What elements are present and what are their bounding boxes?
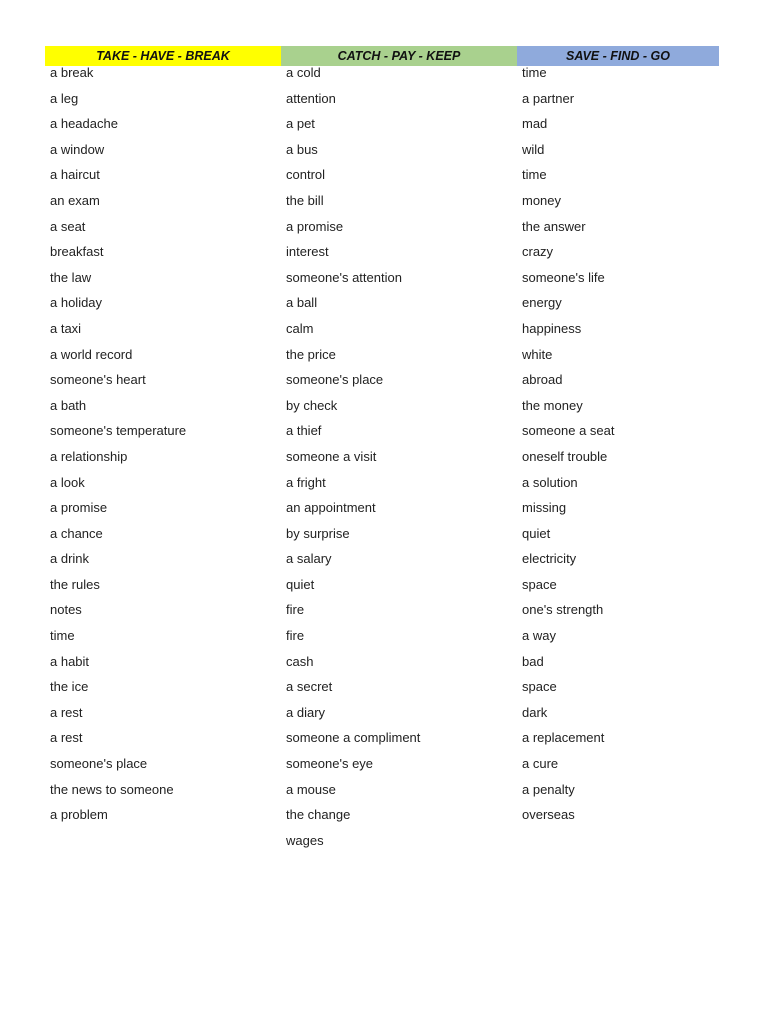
header-save-find-go: SAVE - FIND - GO	[517, 46, 719, 66]
list-item: time	[522, 65, 547, 80]
list-item: wages	[286, 832, 324, 848]
list-item: a solution	[522, 474, 578, 490]
list-item: a partner	[522, 90, 575, 106]
list-item: a fright	[286, 474, 326, 490]
list-item: a cure	[522, 756, 559, 772]
list-item: someone a seat	[522, 423, 615, 439]
list-item: a penalty	[522, 781, 575, 797]
list-item: energy	[522, 295, 562, 311]
list-item: notes	[50, 602, 82, 618]
list-item: a leg	[50, 90, 79, 106]
list-item: a diary	[286, 704, 326, 720]
list-item: a promise	[286, 218, 344, 234]
list-item: a look	[50, 474, 85, 490]
list-item: fire	[286, 602, 305, 618]
list-item: money	[522, 192, 562, 208]
list-item: cash	[286, 653, 314, 669]
list-item: a mouse	[286, 781, 336, 797]
list-item: quiet	[522, 525, 551, 541]
list-item: the bill	[286, 192, 324, 208]
list-item: someone's attention	[286, 269, 402, 285]
list-item: a chance	[50, 525, 103, 541]
list-item: electricity	[522, 551, 577, 567]
list-item: space	[522, 679, 557, 695]
list-item: missing	[522, 500, 567, 516]
list-item: a way	[522, 628, 556, 644]
header-row	[45, 46, 719, 66]
list-item: a bath	[50, 397, 87, 413]
list-item: space	[522, 576, 557, 592]
list-item: someone's place	[50, 756, 148, 772]
list-item: a salary	[286, 551, 332, 567]
list-item: white	[522, 346, 553, 362]
list-item: by check	[286, 397, 338, 413]
column-save-find-go	[517, 66, 719, 857]
list-item: a replacement	[522, 730, 605, 746]
list-item: mad	[522, 116, 548, 132]
list-item: a habit	[50, 653, 90, 669]
list-item: by surprise	[286, 525, 350, 541]
list-item: happiness	[522, 320, 582, 336]
list-item: a promise	[50, 500, 108, 516]
list-item: someone's place	[286, 372, 384, 388]
list-item: the law	[50, 269, 92, 285]
collocation-sheet	[45, 46, 719, 857]
list-item: time	[522, 167, 547, 183]
list-item: a rest	[50, 704, 83, 720]
list-item: a rest	[50, 730, 83, 746]
list-item: someone's eye	[286, 756, 374, 772]
list-item: control	[286, 167, 326, 183]
list-item: a cold	[286, 65, 321, 80]
list-item: someone a compliment	[286, 730, 421, 746]
list-item: a secret	[286, 679, 333, 695]
list-item: calm	[286, 320, 314, 336]
list-item: a break	[50, 65, 94, 80]
list-item: interest	[286, 244, 329, 260]
list-item: a bus	[286, 141, 318, 157]
list-item: a world record	[50, 346, 133, 362]
header-take-have-break: TAKE - HAVE - BREAK	[45, 46, 281, 66]
list-item: bad	[522, 653, 544, 669]
column-take-have-break	[45, 66, 281, 857]
list-item: a haircut	[50, 167, 100, 183]
header-catch-pay-keep: CATCH - PAY - KEEP	[281, 46, 517, 66]
list-item: someone's heart	[50, 372, 146, 388]
list-item: someone's temperature	[50, 423, 187, 439]
list-item: abroad	[522, 372, 563, 388]
list-item: overseas	[522, 807, 575, 823]
list-item: attention	[286, 90, 336, 106]
list-item: the price	[286, 346, 336, 362]
list-item: the ice	[50, 679, 89, 695]
list-item: oneself trouble	[522, 448, 608, 464]
list-item: the answer	[522, 218, 586, 234]
list-item: the rules	[50, 576, 100, 592]
list-item: a window	[50, 141, 105, 157]
list-item: a pet	[286, 116, 315, 132]
list-item: someone's life	[522, 269, 605, 285]
list-item: the news to someone	[50, 781, 174, 797]
list-item: crazy	[522, 244, 554, 260]
word-columns	[45, 66, 719, 857]
list-item: a drink	[50, 551, 90, 567]
list-item: the money	[522, 397, 583, 413]
list-item: one's strength	[522, 602, 604, 618]
list-item: the change	[286, 807, 351, 823]
list-item: an appointment	[286, 500, 376, 516]
list-item: a headache	[50, 116, 118, 132]
list-item: time	[50, 628, 75, 644]
list-item: an exam	[50, 192, 100, 208]
list-item: a holiday	[50, 295, 103, 311]
list-item: breakfast	[50, 244, 104, 260]
list-item: a thief	[286, 423, 322, 439]
list-item: quiet	[286, 576, 315, 592]
list-item: wild	[522, 141, 545, 157]
list-item: a taxi	[50, 320, 82, 336]
list-item: someone a visit	[286, 448, 377, 464]
list-item: a seat	[50, 218, 86, 234]
column-catch-pay-keep	[281, 66, 517, 857]
list-item: a ball	[286, 295, 318, 311]
list-item: a relationship	[50, 448, 128, 464]
list-item: a problem	[50, 807, 108, 823]
list-item: fire	[286, 628, 305, 644]
list-item: dark	[522, 704, 548, 720]
